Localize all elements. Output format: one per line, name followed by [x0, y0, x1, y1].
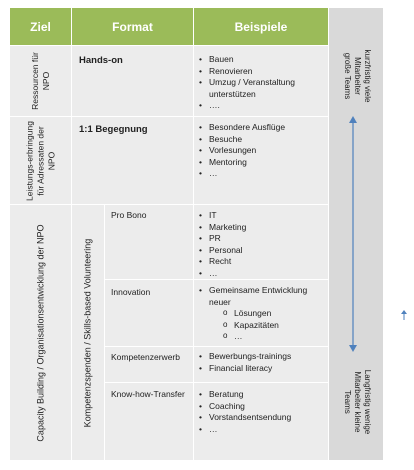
list-item: • PR — [198, 233, 324, 245]
row2-beispiele — [194, 116, 329, 204]
innovation-sublist — [209, 308, 324, 343]
list-item: • Vorlesungen — [198, 145, 324, 157]
header-format — [72, 8, 194, 45]
list-item: • Bewerbungs-trainings — [198, 351, 324, 363]
subrow-probono-beispiele — [194, 204, 329, 279]
header-beispiele-label: Beispiele — [234, 19, 288, 34]
probono-list — [198, 210, 324, 279]
side-top-label: kurzfristig viele Mitarbeiter große Teams — [342, 49, 372, 103]
row2-format-label: 1:1 Begegnung — [79, 124, 148, 135]
sub-list-item: o Kapazitäten — [223, 320, 324, 332]
capacity-ziel-label: Capacity Building / Organisationsentwicklung der NPO — [35, 223, 45, 442]
subrow-innovation-format — [105, 279, 194, 346]
list-item: • Recht — [198, 256, 324, 268]
sub-list-item: o Lösungen — [223, 308, 324, 320]
subrow-knowhow-format — [105, 382, 194, 460]
list-item: • Besuche — [198, 134, 324, 146]
subrow-probono-format — [105, 204, 194, 279]
header-side-cell — [329, 8, 384, 45]
side-top-text-box — [329, 45, 384, 107]
list-item: • Coaching — [198, 401, 324, 413]
list-item: • Vorstandsentsendung — [198, 412, 324, 424]
list-item: • Personal — [198, 245, 324, 257]
list-item: • Umzug / Veranstaltung unterstützen — [198, 77, 324, 100]
row1-ziel-label: Ressourcen für NPO — [29, 52, 51, 110]
subrow-kompetenzerwerb-format — [105, 346, 194, 382]
row1-format — [72, 45, 194, 116]
side-bottom-text-box — [329, 352, 384, 452]
subrow-kompetenzerwerb-beispiele — [194, 346, 329, 382]
list-item-text: Gemeinsame Entwicklung neuer — [209, 285, 308, 307]
list-item: • Mentoring — [198, 157, 324, 169]
row1-list — [198, 54, 324, 112]
list-item: • IT — [198, 210, 324, 222]
double-arrow-icon — [346, 116, 360, 352]
list-item: • Bauen — [198, 54, 324, 66]
header-beispiele — [194, 8, 329, 45]
row2-ziel — [10, 116, 72, 204]
list-item — [198, 285, 324, 343]
subrow-innovation-beispiele — [194, 279, 329, 346]
list-item: • Marketing — [198, 222, 324, 234]
knowhow-list — [198, 389, 324, 435]
header-format-label: Format — [112, 19, 153, 34]
row1-format-label: Hands-on — [79, 55, 123, 66]
capacity-ziel — [10, 204, 72, 460]
sub-list-item: o … — [223, 331, 324, 343]
header-ziel-label: Ziel — [30, 19, 51, 34]
row2-ziel-label: Leistungs-erbringung für Adressaten der NPO — [24, 120, 56, 201]
row2-list — [198, 122, 324, 180]
subrow-knowhow-beispiele — [194, 382, 329, 460]
subrow-format-label: Know-how-Transfer — [111, 389, 185, 399]
capacity-group — [72, 204, 105, 460]
innovation-list — [198, 285, 324, 343]
list-item: • … — [198, 168, 324, 180]
list-item: • … — [198, 424, 324, 436]
side-bottom-label: Langfristig wenige Mitarbeiter kleine Teams — [342, 369, 372, 435]
subrow-format-label: Kompetenzerwerb — [111, 352, 180, 362]
row1-beispiele — [194, 45, 329, 116]
kompetenzerwerb-list — [198, 351, 324, 374]
arrow-up-icon — [400, 310, 408, 320]
subrow-format-label: Pro Bono — [111, 210, 147, 220]
list-item: • … — [198, 268, 324, 280]
row1-ziel — [10, 45, 72, 116]
list-item: • Besondere Ausflüge — [198, 122, 324, 134]
subrow-format-label: Innovation — [111, 287, 151, 297]
list-item: • Beratung — [198, 389, 324, 401]
header-ziel — [10, 8, 72, 45]
capacity-group-label: Kompetenzspenden / Skills-based Volunteering — [82, 238, 93, 427]
list-item: • Financial literacy — [198, 363, 324, 375]
row2-format — [72, 116, 194, 204]
list-item: • …. — [198, 100, 324, 112]
list-item: • Renovieren — [198, 66, 324, 78]
